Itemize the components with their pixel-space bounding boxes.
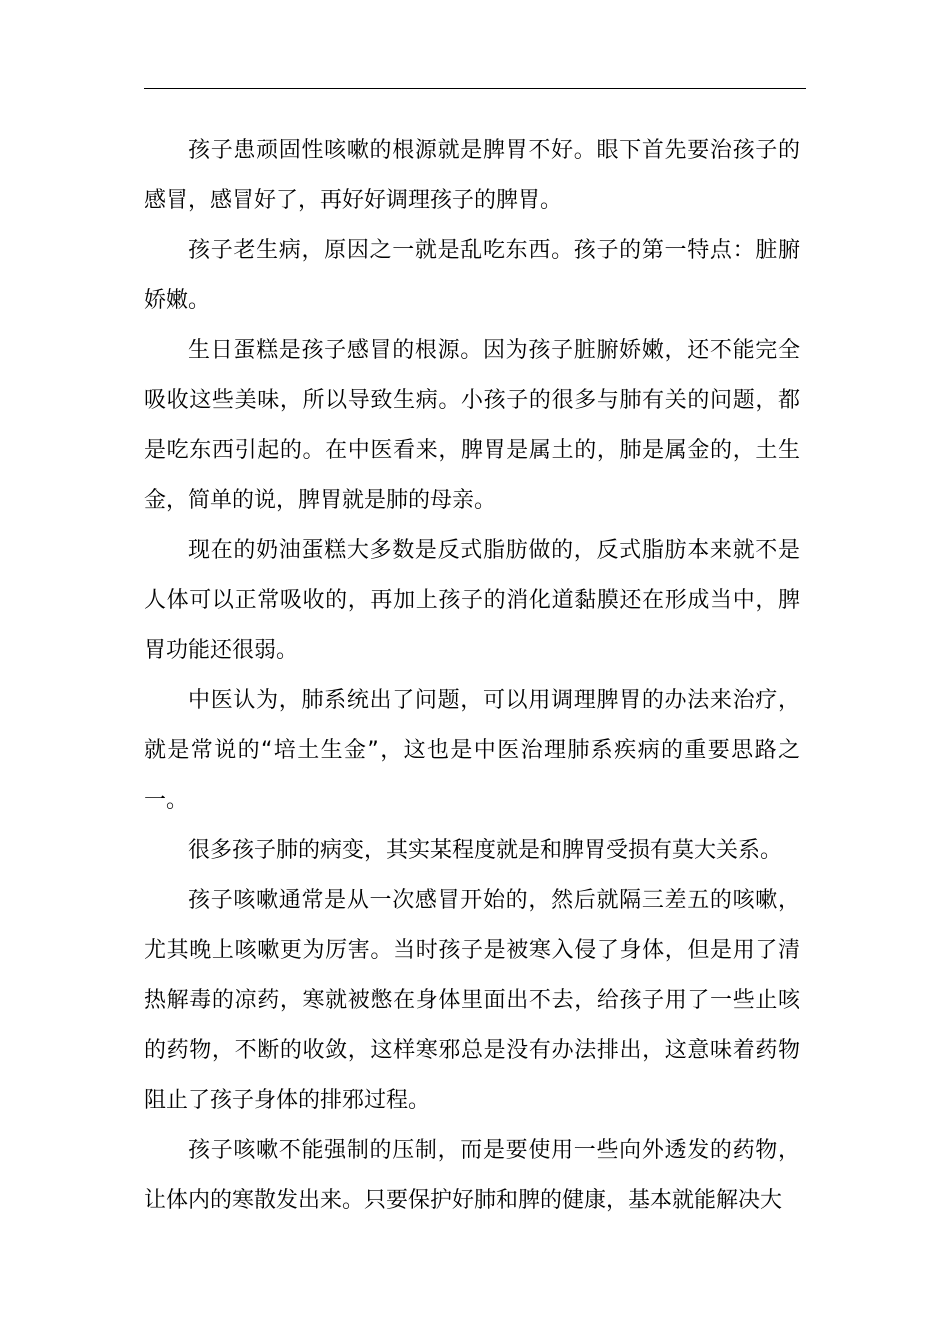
paragraph: 生日蛋糕是孩子感冒的根源。因为孩子脏腑娇嫩，还不能完全吸收这些美味，所以导致生病。小孩子的很多与肺有关的问题，都是吃东西引起的。在中医看来，脾胃是属土的，肺是属金的，土生金，简单的说，脾胃就是肺的母亲。 — [144, 338, 800, 513]
header-rule — [144, 88, 806, 89]
paragraph: 很多孩子肺的病变，其实某程度就是和脾胃受损有莫大关系。 — [188, 838, 783, 863]
paragraph: 孩子患顽固性咳嗽的根源就是脾胃不好。眼下首先要治孩子的感冒，感冒好了，再好好调理孩子的脾胃。 — [144, 138, 800, 213]
body-text — [144, 126, 800, 1226]
paragraph: 现在的奶油蛋糕大多数是反式脂肪做的，反式脂肪本来就不是人体可以正常吸收的，再加上孩子的消化道黏膜还在形成当中，脾胃功能还很弱。 — [144, 538, 800, 663]
paragraph: 孩子咳嗽通常是从一次感冒开始的，然后就隔三差五的咳嗽，尤其晚上咳嗽更为厉害。当时孩子是被寒入侵了身体，但是用了清热解毒的凉药，寒就被憋在身体里面出不去，给孩子用了一些止咳的药物，不断的收敛，这样寒邪总是没有办法排出，这意味着药物阻止了孩子身体的排邪过程。 — [144, 888, 800, 1113]
paragraph: 孩子老生病，原因之一就是乱吃东西。孩子的第一特点：脏腑娇嫩。 — [144, 238, 800, 313]
paragraph: 中医认为，肺系统出了问题，可以用调理脾胃的办法来治疗，就是常说的“培土生金”，这也是中医治理肺系疾病的重要思路之一。 — [144, 688, 800, 813]
paragraph: 孩子咳嗽不能强制的压制，而是要使用一些向外透发的药物，让体内的寒散发出来。只要保护好肺和脾的健康，基本就能解决大 — [144, 1138, 800, 1213]
